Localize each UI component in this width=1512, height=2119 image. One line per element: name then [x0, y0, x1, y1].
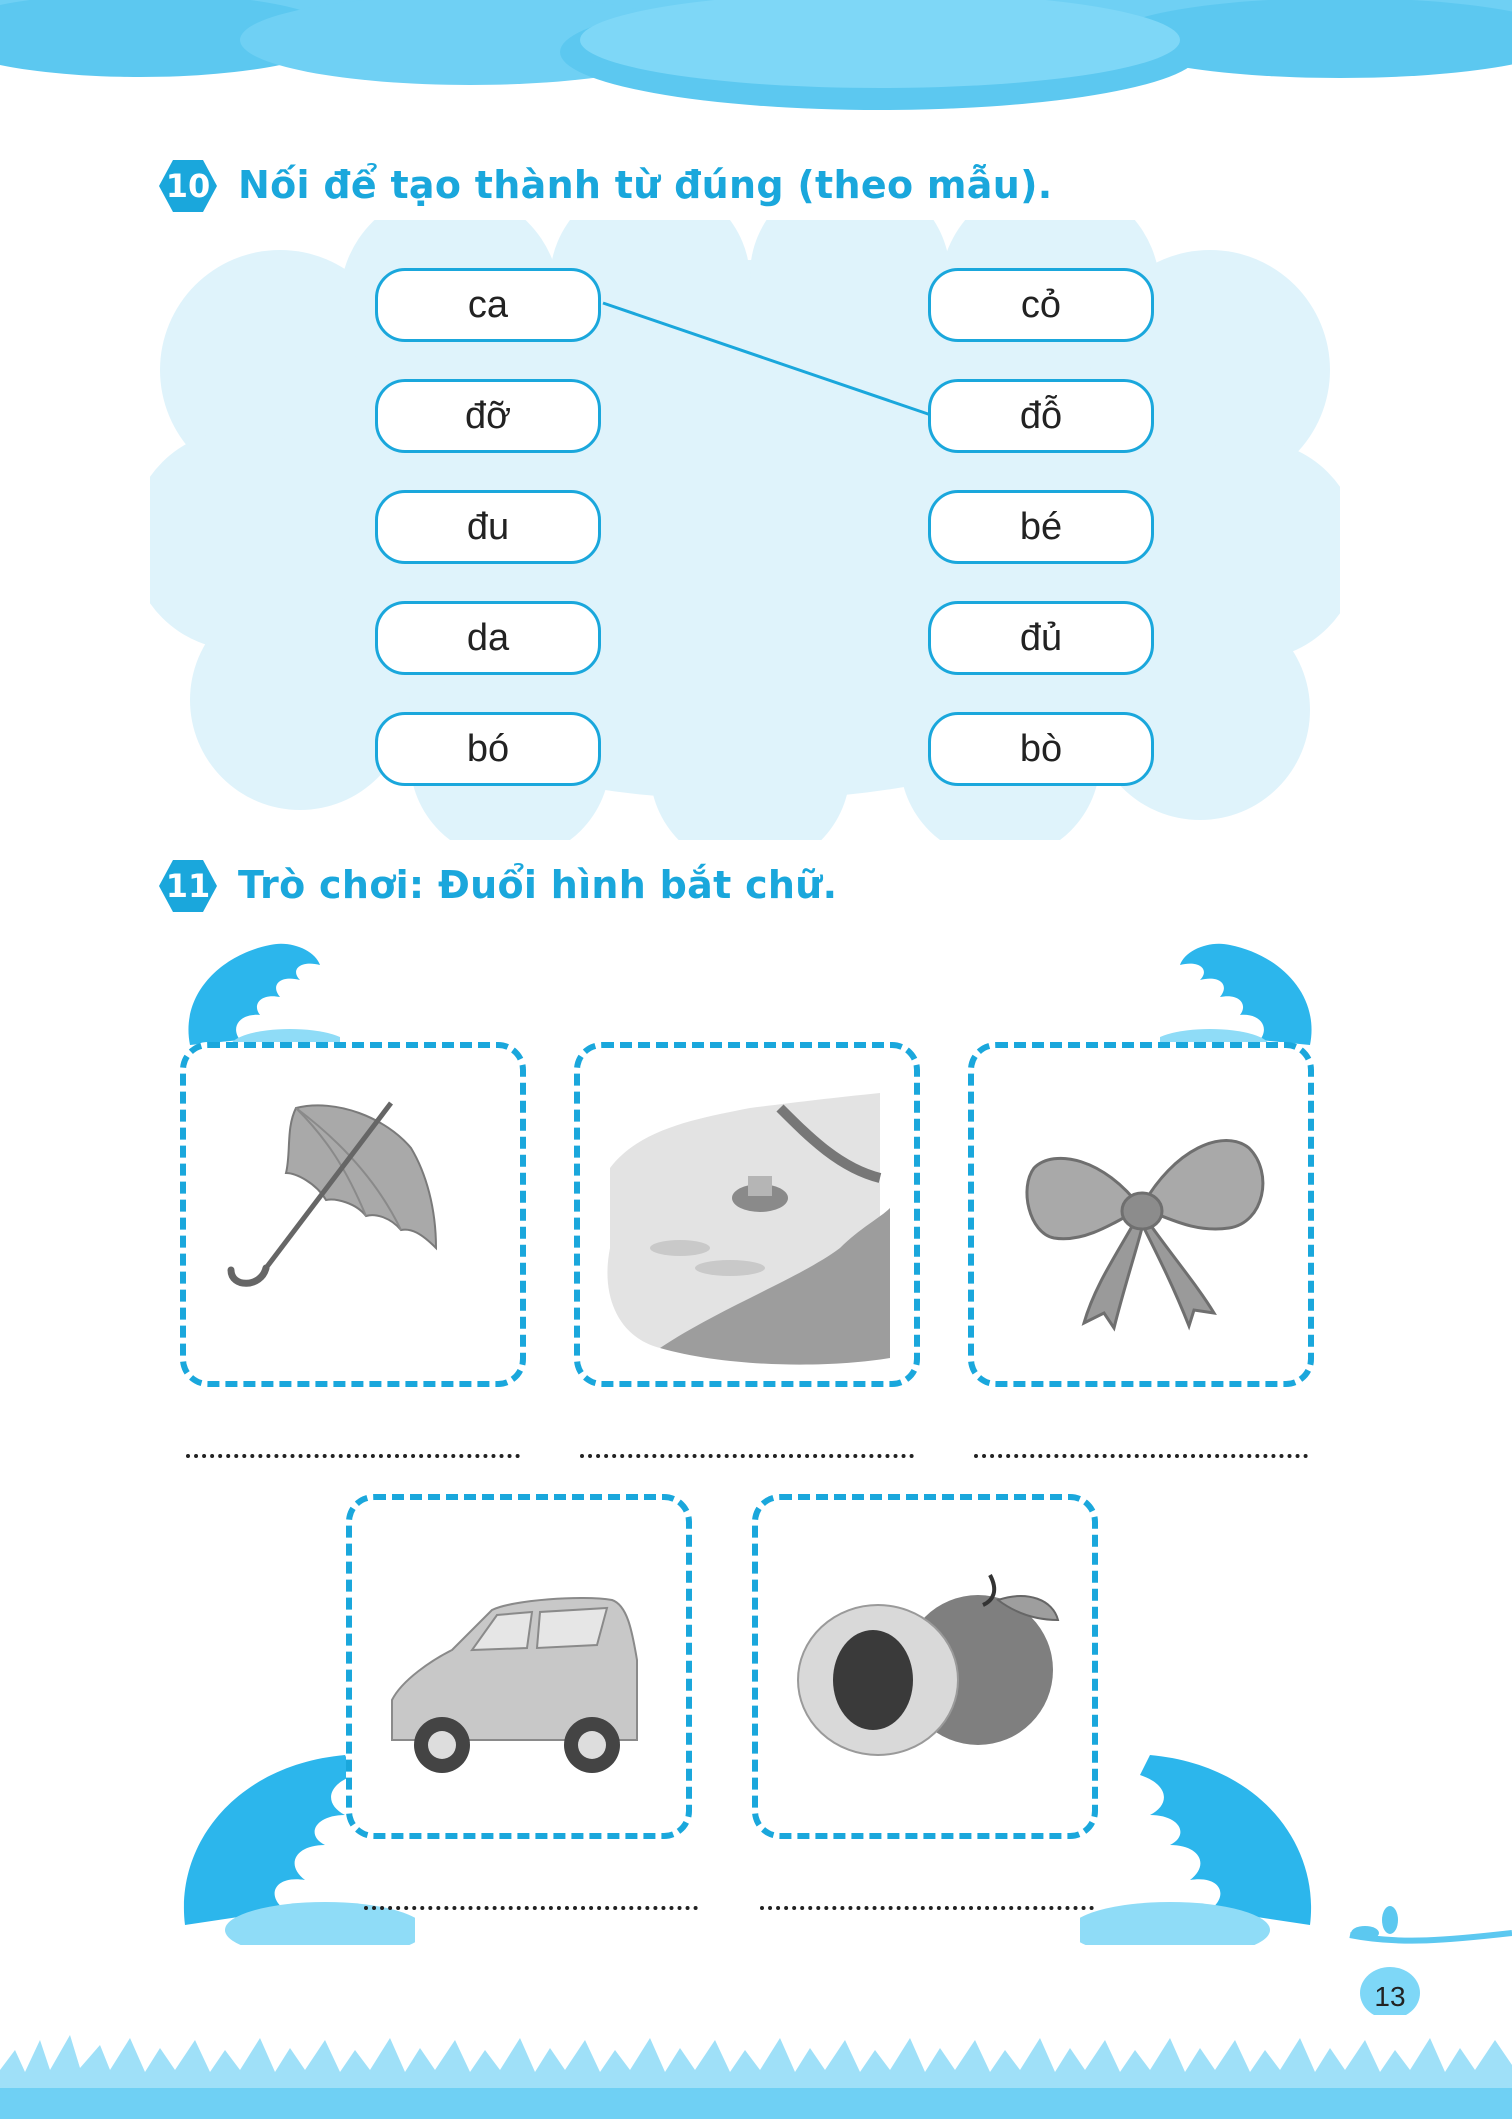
left-word-1[interactable]: ca [375, 268, 601, 342]
right-word-4[interactable]: đủ [928, 601, 1154, 675]
picture-box-1 [180, 1042, 526, 1387]
answer-line-2[interactable] [580, 1444, 914, 1458]
grass-decoration [0, 2010, 1512, 2119]
picture-box-5 [752, 1494, 1098, 1839]
leaf-decoration-icon [180, 935, 340, 1055]
exercise-11-title: Trò chơi: Đuổi hình bắt chữ. [238, 863, 838, 907]
exercise-11-badge [158, 858, 218, 914]
exercise-11-number: 11 [165, 867, 211, 905]
answer-line-3[interactable] [974, 1444, 1308, 1458]
picture-box-2 [574, 1042, 920, 1387]
left-word-3[interactable]: đu [375, 490, 601, 564]
picture-box-3 [968, 1042, 1314, 1387]
answer-line-1[interactable] [186, 1444, 520, 1458]
exercise-10-number: 10 [165, 167, 211, 205]
right-word-1[interactable]: cỏ [928, 268, 1154, 342]
umbrella-icon [186, 1048, 520, 1381]
left-word-2[interactable]: đỡ [375, 379, 601, 453]
left-word-4[interactable]: da [375, 601, 601, 675]
right-word-5[interactable]: bò [928, 712, 1154, 786]
exercise-10-title: Nối để tạo thành từ đúng (theo mẫu). [238, 163, 1053, 207]
leaf-decoration-icon [1160, 935, 1320, 1055]
right-word-2[interactable]: đỗ [928, 379, 1154, 453]
car-icon [352, 1500, 686, 1833]
picture-box-4 [346, 1494, 692, 1839]
answer-line-5[interactable] [760, 1896, 1094, 1910]
leaf-decoration-icon [1080, 1745, 1320, 1945]
page-number: 13 [1374, 1981, 1406, 2012]
left-word-5[interactable]: bó [375, 712, 601, 786]
lake-landscape-icon [580, 1048, 914, 1381]
example-link-line [0, 0, 1512, 900]
right-word-3[interactable]: bé [928, 490, 1154, 564]
bow-icon [974, 1048, 1308, 1381]
fruit-icon [758, 1500, 1092, 1833]
answer-line-4[interactable] [364, 1896, 698, 1910]
